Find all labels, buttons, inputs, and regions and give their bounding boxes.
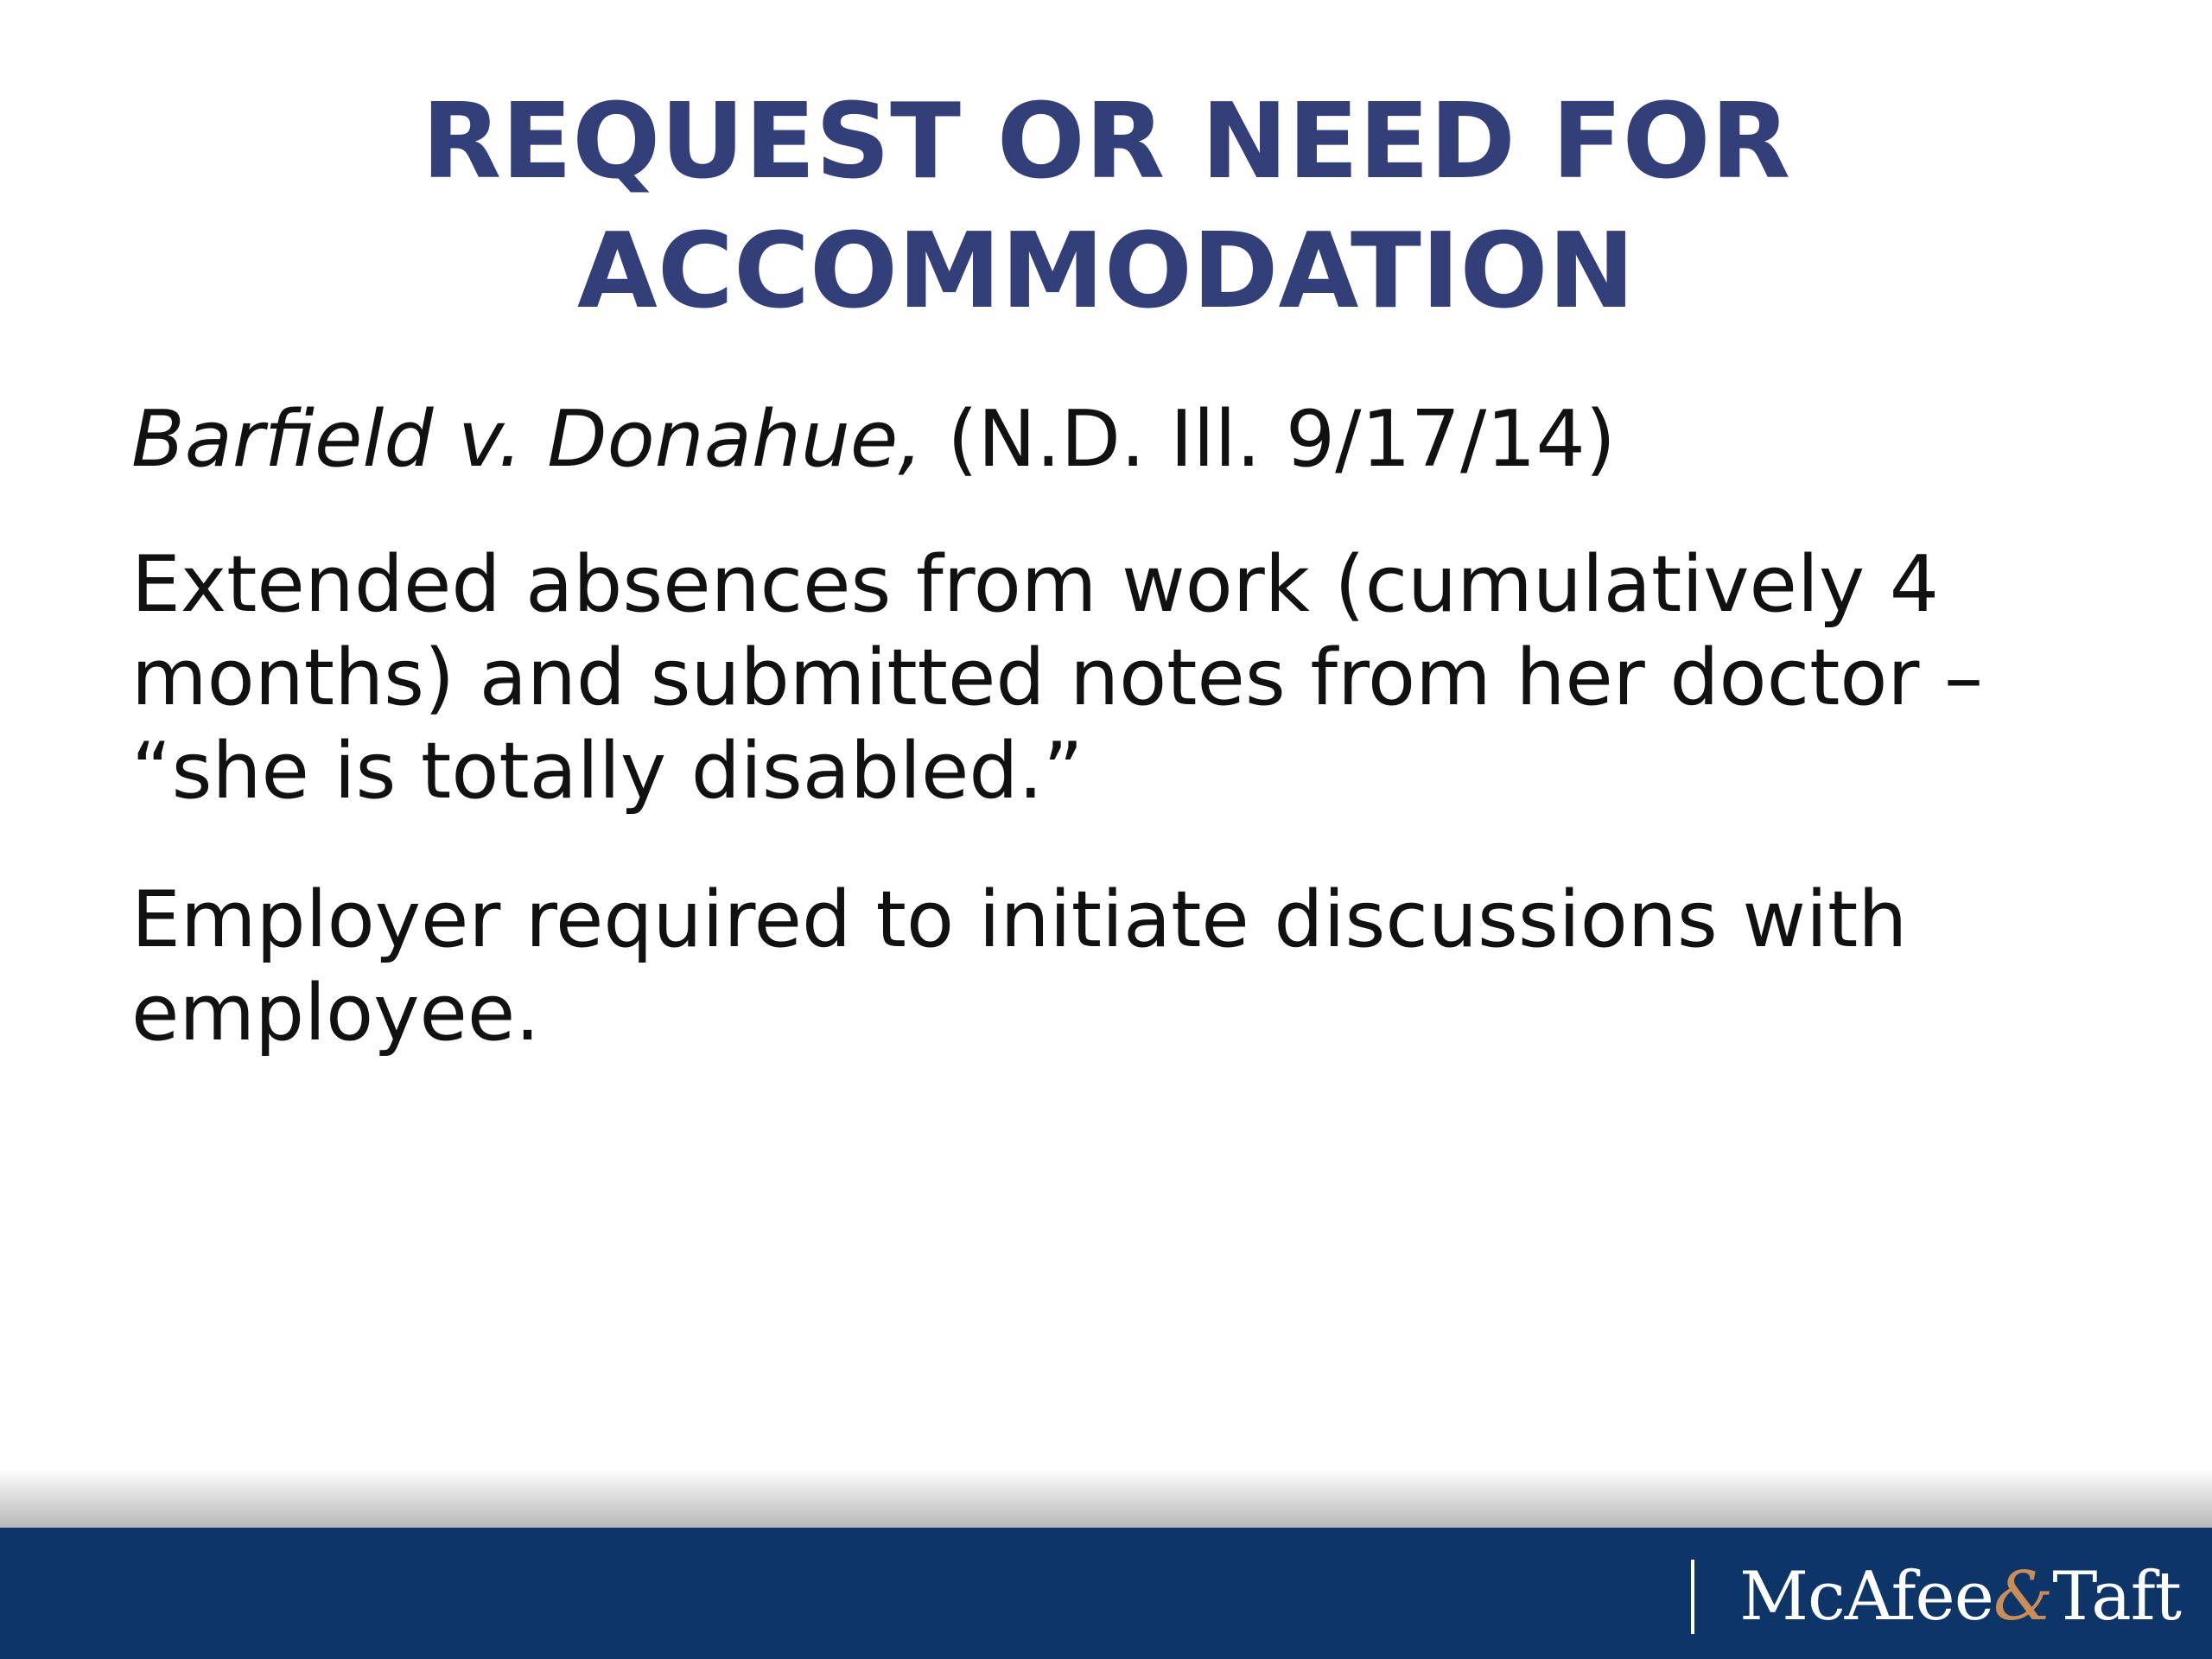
logo-part-1: McAfee [1739,1558,1993,1636]
case-details: (N.D. Ill. 9/17/14) [922,394,1616,485]
slide-title-line-2: ACCOMMODATION [577,212,1635,332]
logo-part-2: Taft [2052,1558,2181,1636]
slide-title [173,78,2039,337]
case-citation [131,393,2101,486]
logo-divider [1691,1560,1694,1634]
slide-body [131,393,2101,1060]
absences-line-1: Extended absences from work (cumulatively 4 [131,539,1940,630]
employer-line-1: Employer required to initiate discussions with [131,874,1908,965]
case-name: Barfield v. Donahue, [131,394,923,485]
slide-title-line-1: REQUEST OR NEED FOR [421,82,1791,202]
absences-paragraph [131,538,2101,818]
logo-wordmark [1739,1558,2181,1636]
logo-ampersand: & [1993,1558,2053,1636]
firm-logo [1691,1557,2181,1637]
employer-line-2: employee. [131,968,540,1058]
employer-paragraph [131,874,2101,1060]
footer-shadow [0,1469,2212,1529]
absences-line-3: “she is totally disabled.” [131,726,1084,817]
absences-line-2: months) and submitted notes from her doctor – [131,632,1984,723]
footer-bar [0,1528,2212,1659]
